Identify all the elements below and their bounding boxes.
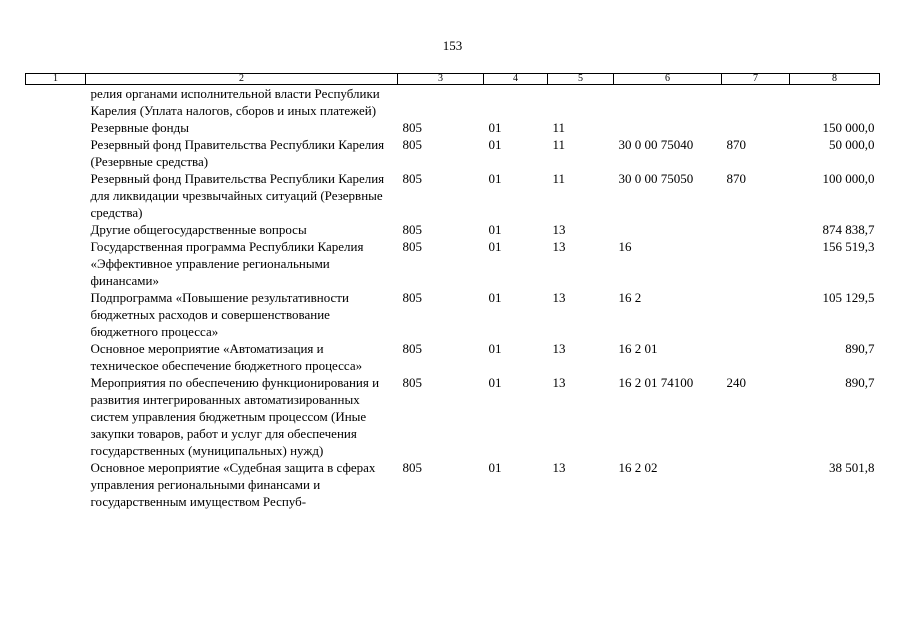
section-code-cell: 01 [488, 460, 502, 475]
amount-cell [790, 85, 880, 120]
subsection-code-cell: 13 [552, 341, 566, 356]
expense-type-cell: 240 [726, 375, 746, 390]
target-article-cell [614, 119, 722, 136]
item-name-cell: Государственная программа Республики Карелия «Эффективное управление региональными финансами» [90, 239, 364, 288]
subsection-code-cell: 13 [552, 239, 566, 254]
target-article-cell: 16 2 01 [618, 341, 658, 356]
amount-cell: 890,7 [845, 375, 875, 390]
row-number-cell [26, 221, 86, 238]
ministry-code-cell: 805 [402, 239, 422, 254]
subsection-code-cell: 11 [552, 120, 566, 135]
item-name-cell: Резервный фонд Правительства Республики Карелия (Резервные средства) [90, 137, 385, 169]
ministry-code-cell: 805 [402, 222, 422, 237]
expense-type-cell [722, 85, 790, 120]
section-code-cell [484, 85, 548, 120]
expense-type-cell [722, 238, 790, 289]
item-name-cell: Подпрограмма «Повышение результативности бюджетных расходов и совершенствование бюджетного процесса» [90, 290, 349, 339]
target-article-cell: 16 [618, 239, 632, 254]
amount-cell: 156 519,3 [822, 239, 875, 254]
amount-cell: 50 000,0 [829, 137, 875, 152]
row-number-cell [26, 289, 86, 340]
subsection-code-cell: 13 [552, 375, 566, 390]
row-number-cell [26, 238, 86, 289]
section-code-cell: 01 [488, 290, 502, 305]
subsection-code-cell: 13 [552, 460, 566, 475]
column-header: 7 [722, 74, 790, 85]
amount-cell: 100 000,0 [822, 171, 875, 186]
table-row [26, 289, 880, 340]
row-number-cell [26, 459, 86, 510]
item-name-cell: Резервный фонд Правительства Республики Карелия для ликвидации чрезвычайных ситуаций (Резервные средства) [90, 171, 385, 220]
column-header: 5 [548, 74, 614, 85]
table-row [26, 374, 880, 459]
section-code-cell: 01 [488, 341, 502, 356]
section-code-cell: 01 [488, 171, 502, 186]
table-row [26, 459, 880, 510]
section-code-cell: 01 [488, 120, 502, 135]
item-name-cell: Другие общегосударственные вопросы [90, 222, 307, 237]
budget-table [25, 73, 880, 510]
page-number: 153 [442, 38, 463, 53]
subsection-code-cell: 13 [552, 290, 566, 305]
amount-cell: 105 129,5 [822, 290, 875, 305]
ministry-code-cell [398, 85, 484, 120]
row-number-cell [26, 170, 86, 221]
row-number-cell [26, 340, 86, 374]
expense-type-cell [722, 221, 790, 238]
expense-type-cell [722, 289, 790, 340]
row-number-cell [26, 119, 86, 136]
ministry-code-cell: 805 [402, 375, 422, 390]
ministry-code-cell: 805 [402, 290, 422, 305]
column-header: 3 [398, 74, 484, 85]
expense-type-cell [722, 340, 790, 374]
column-header: 1 [26, 74, 86, 85]
column-header: 8 [790, 74, 880, 85]
ministry-code-cell: 805 [402, 341, 422, 356]
column-header: 4 [484, 74, 548, 85]
ministry-code-cell: 805 [402, 137, 422, 152]
table-row [26, 221, 880, 238]
target-article-cell: 16 2 [618, 290, 642, 305]
subsection-code-cell: 13 [552, 222, 566, 237]
item-name-cell: релия органами исполнительной власти Республики Карелия (Уплата налогов, сборов и иных платежей) [90, 86, 380, 118]
row-number-cell [26, 374, 86, 459]
target-article-cell [614, 85, 722, 120]
amount-cell: 38 501,8 [829, 460, 875, 475]
column-header: 6 [614, 74, 722, 85]
item-name-cell: Основное мероприятие «Автоматизация и техническое обеспечение бюджетного процесса» [90, 341, 363, 373]
row-number-cell [26, 85, 86, 120]
section-code-cell: 01 [488, 222, 502, 237]
item-name-cell: Основное мероприятие «Судебная защита в сферах управления региональными финансами и государственным имуществом Респуб- [90, 460, 376, 509]
target-article-cell: 30 0 00 75050 [618, 171, 694, 186]
target-article-cell [614, 221, 722, 238]
column-number-header [26, 74, 880, 85]
column-header: 2 [86, 74, 398, 85]
item-name-cell: Мероприятия по обеспечению функционирования и развития интегрированных автоматизированных систем управления бюджетным процессом (Иные закупки товаров, работ и услуг для обеспечения государственных (муниципальных) нужд) [90, 375, 380, 458]
ministry-code-cell: 805 [402, 460, 422, 475]
target-article-cell: 16 2 02 [618, 460, 658, 475]
table-row [26, 170, 880, 221]
table-row [26, 85, 880, 120]
ministry-code-cell: 805 [402, 120, 422, 135]
section-code-cell: 01 [488, 137, 502, 152]
expense-type-cell [722, 119, 790, 136]
expense-type-cell [722, 459, 790, 510]
target-article-cell: 16 2 01 74100 [618, 375, 694, 390]
subsection-code-cell: 11 [552, 171, 566, 186]
section-code-cell: 01 [488, 375, 502, 390]
amount-cell: 150 000,0 [822, 120, 875, 135]
section-code-cell: 01 [488, 239, 502, 254]
item-name-cell: Резервные фонды [90, 120, 189, 135]
ministry-code-cell: 805 [402, 171, 422, 186]
expense-type-cell: 870 [726, 171, 746, 186]
row-number-cell [26, 136, 86, 170]
amount-cell: 890,7 [845, 341, 875, 356]
table-row [26, 340, 880, 374]
subsection-code-cell [548, 85, 614, 120]
table-row [26, 136, 880, 170]
amount-cell: 874 838,7 [822, 222, 875, 237]
target-article-cell: 30 0 00 75040 [618, 137, 694, 152]
expense-type-cell: 870 [726, 137, 746, 152]
subsection-code-cell: 11 [552, 137, 566, 152]
table-row [26, 238, 880, 289]
table-row [26, 119, 880, 136]
